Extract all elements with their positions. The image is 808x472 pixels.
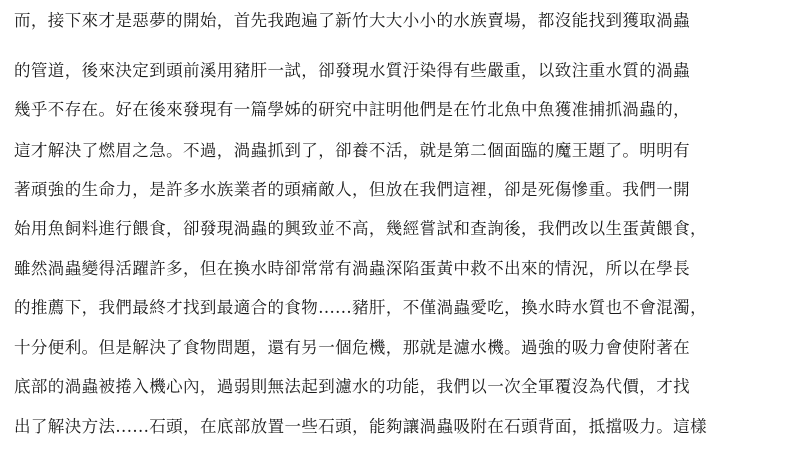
text-line: 的推薦下，我們最終才找到最適合的食物......豬肝，不僅渦蟲愛吃，換水時水質也不會混濁， [14,298,707,317]
text-line: 的管道，後來決定到頭前溪用豬肝一試，卻發現水質汙染得有些嚴重，以致注重水質的渦蟲 [14,61,690,80]
text-line: 著頑強的生命力，是許多水族業者的頭痛敵人，但放在我們這裡，卻是死傷慘重。我們一開 [14,180,690,199]
text-line: 出了解決方法......石頭，在底部放置一些石頭，能夠讓渦蟲吸附在石頭背面，抵擋吸力。這樣 [14,417,707,436]
text-line: 雖然渦蟲變得活躍許多，但在換水時卻常常有渦蟲深陷蛋黃中救不出來的情況，所以在學長 [14,259,690,278]
text-line: 底部的渦蟲被捲入機心內，過弱則無法起到濾水的功能，我們以一次全軍覆沒為代價，才找 [14,377,690,396]
text-line: 而，接下來才是惡夢的開始，首先我跑遍了新竹大大小小的水族賣場，都沒能找到獲取渦蟲 [14,11,690,30]
text-line: 十分便利。但是解決了食物問題，還有另一個危機，那就是濾水機。過強的吸力會使附著在 [14,338,690,357]
text-line: 幾乎不存在。好在後來發現有一篇學姊的研究中註明他們是在竹北魚中魚獲准捕抓渦蟲的， [14,100,690,119]
text-line: 這才解決了燃眉之急。不過，渦蟲抓到了，卻養不活，就是第二個面臨的魔王題了。明明有 [14,141,690,160]
text-line: 始用魚飼料進行餵食，卻發現渦蟲的興致並不高，幾經嘗試和查詢後，我們改以生蛋黃餵食， [14,219,707,238]
